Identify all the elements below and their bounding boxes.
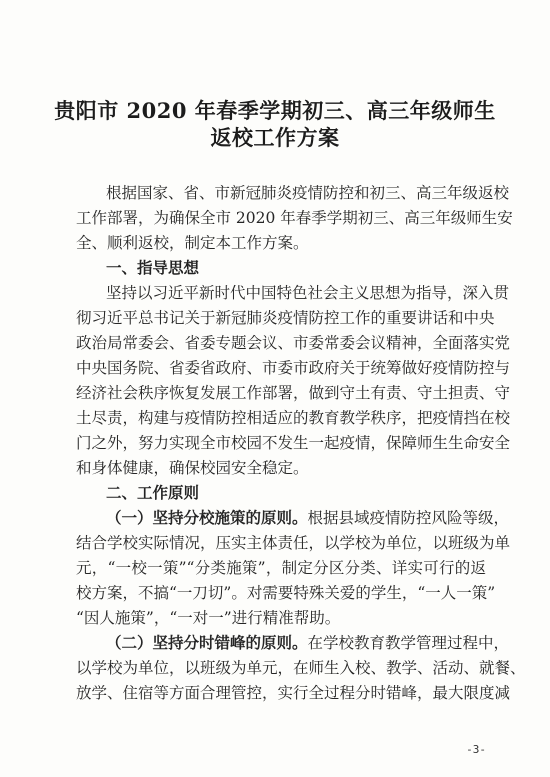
- principle-2-first-line: [106, 633, 510, 653]
- section-1-line-4: 中央国务院、省委省政府、市委市政府关于统筹做好疫情防控与: [76, 359, 511, 377]
- section-1-line-3: 政治局常委会、省委专题会议、市委常委会议精神，全面落实党: [76, 334, 511, 352]
- principle-2-first-rest: 在学校教育教学管理过程中，: [307, 634, 510, 652]
- intro-line-1: 根据国家、省、市新冠肺炎疫情防控和初三、高三年级返校: [106, 184, 510, 202]
- principle-1-first-line: [106, 508, 510, 528]
- section-1-line-5: 经济社会秩序恢复发展工作部署，做到守土有责、守土担责、守: [76, 384, 511, 402]
- page-number: -3-: [466, 743, 486, 756]
- principle-1-line-3: 元，“一校一策”“分类施策”，制定分区分类、详实可行的返: [76, 559, 486, 577]
- principle-2-line-2: 以学校为单位，以班级为单元，在师生入校、教学、活动、就餐、: [76, 659, 526, 677]
- principle-1-first-rest: 根据县域疫情防控风险等级，: [307, 509, 510, 527]
- section-1-heading: 一、指导思想: [106, 259, 200, 277]
- principle-1-line-5: “因人施策”，“一对一”进行精准帮助。: [76, 609, 341, 627]
- principle-1-line-2: 结合学校实际情况，压实主体责任，以学校为单位，以班级为单: [76, 534, 511, 552]
- principle-2-lead: （二）坚持分时错峰的原则。: [106, 634, 308, 652]
- principle-2-line-3: 放学、住宿等方面合理管控，实行全过程分时错峰，最大限度减: [76, 684, 511, 702]
- section-1-line-2: 彻习近平总书记关于新冠肺炎疫情防控工作的重要讲话和中央: [76, 309, 495, 327]
- intro-line-2: 工作部署，为确保全市 2020 年春季学期初三、高三年级师生安: [76, 209, 513, 227]
- section-1-line-7: 门之外，努力实现全市校园不发生一起疫情，保障师生生命安全: [76, 434, 511, 452]
- principle-1-line-4: 校方案，不搞“一刀切”。对需要特殊关爱的学生，“一人一策”: [76, 584, 496, 602]
- section-1-line-6: 土尽责，构建与疫情防控相适应的教育教学秩序，把疫情挡在校: [76, 409, 511, 427]
- section-2-heading: 二、工作原则: [106, 484, 200, 502]
- principle-1-lead: （一）坚持分校施策的原则。: [106, 509, 308, 527]
- intro-line-3: 全、顺利返校，制定本工作方案。: [76, 234, 309, 252]
- document-title-line-1: 贵阳市 2020 年春季学期初三、高三年级师生: [54, 98, 496, 123]
- section-1-line-1: 坚持以习近平新时代中国特色社会主义思想为指导，深入贯: [106, 284, 510, 302]
- section-1-line-8: 和身体健康，确保校园安全稳定。: [76, 459, 309, 477]
- document-title-line-2: 返校工作方案: [210, 125, 340, 150]
